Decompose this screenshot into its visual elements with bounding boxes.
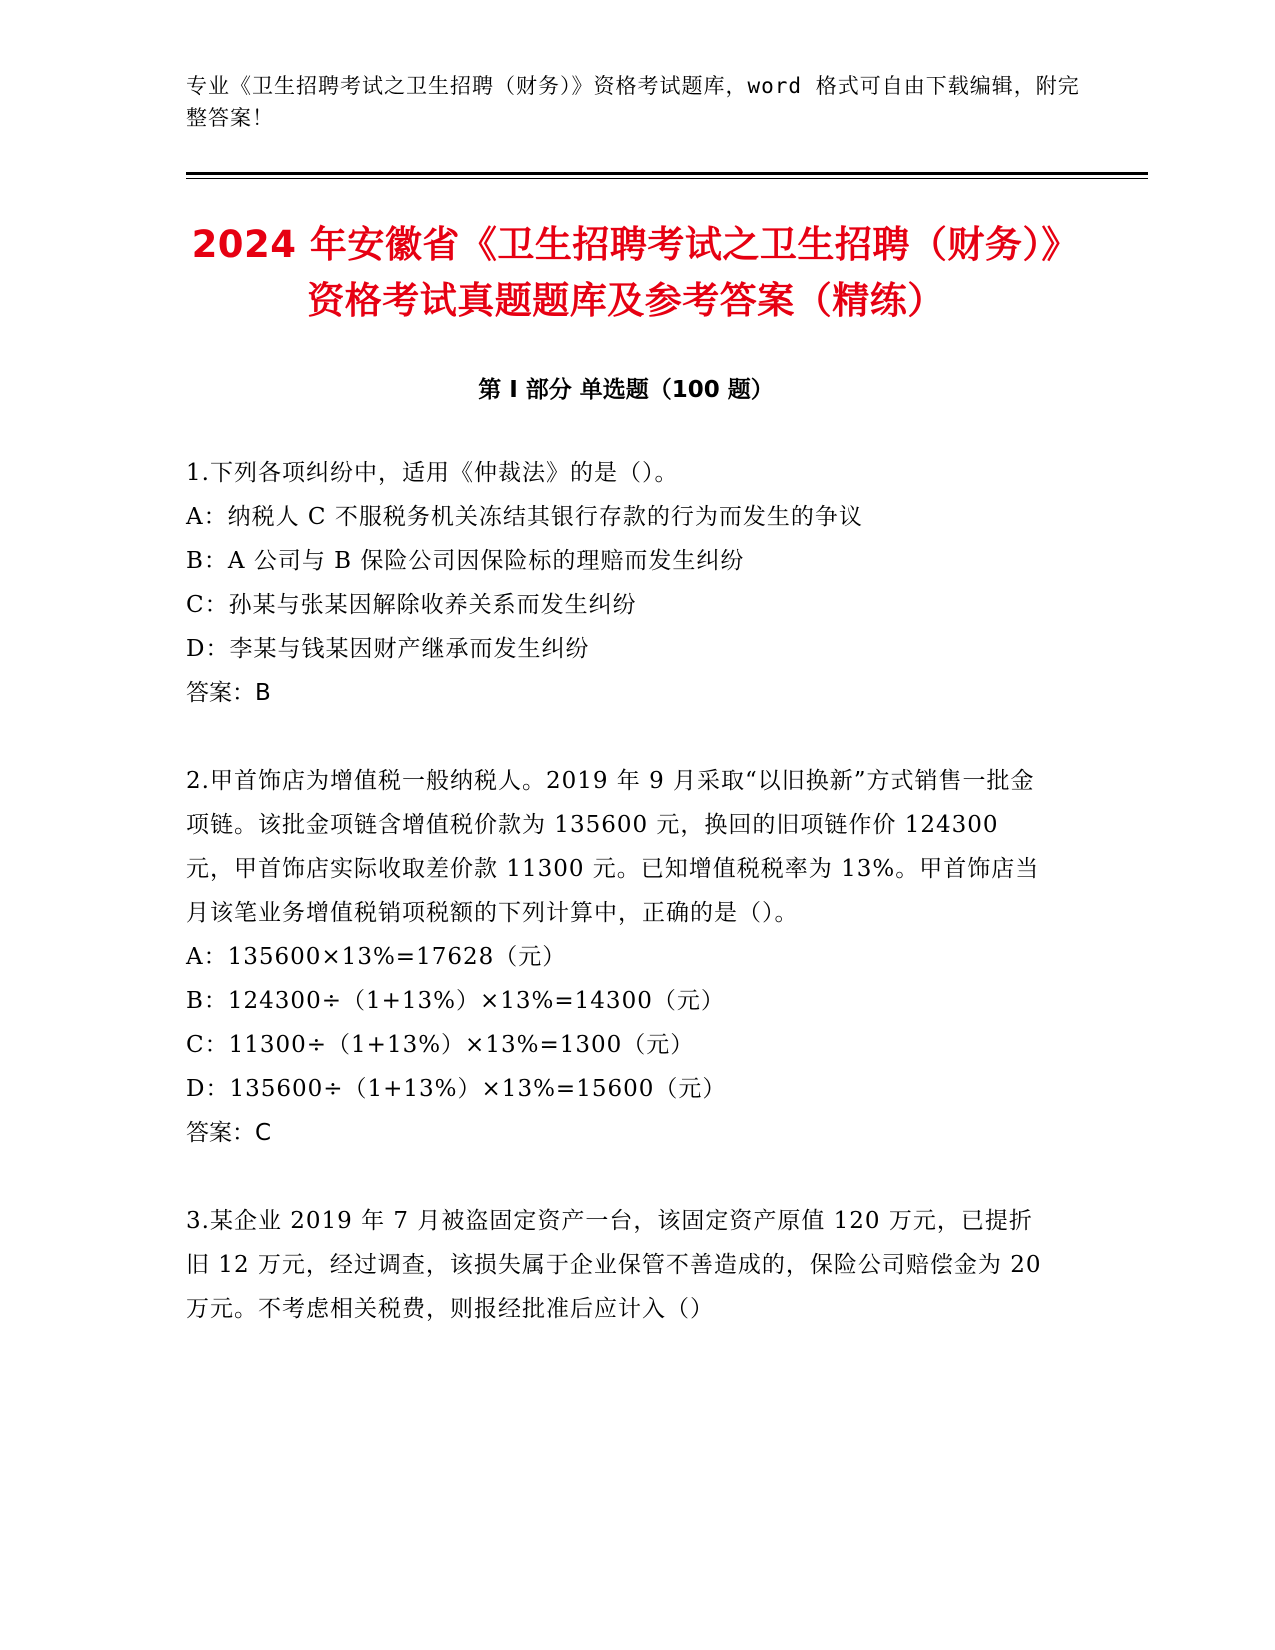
header-divider bbox=[186, 172, 1148, 179]
question-2 bbox=[186, 759, 1086, 1155]
document-title: 2024 年安徽省《卫生招聘考试之卫生招聘（财务）》资格考试真题题库及参考答案（精练） bbox=[191, 223, 1061, 322]
option-c: C：11300÷（1+13%）×13%=1300（元） bbox=[186, 1032, 695, 1058]
question-stem: 2.甲首饰店为增值税一般纳税人。2019 年 9 月采取“以旧换新”方式销售一批金项链。该批金项链含增值税价款为 135600 元，换回的旧项链作价 124300 元，甲首饰店实际收取差价款 11300 元。已知增值税税率为 13%。甲首饰店当月该笔业务增值税销项税额的下列计算中，正确的是（）。 bbox=[186, 768, 1040, 926]
answer-line: 答案：B bbox=[186, 680, 271, 706]
option-d: D：李某与钱某因财产继承而发生纠纷 bbox=[186, 636, 590, 662]
document-page bbox=[186, 70, 1086, 1331]
option-b: B：124300÷（1+13%）×13%=14300（元） bbox=[186, 988, 725, 1014]
question-stem: 3.某企业 2019 年 7 月被盗固定资产一台，该固定资产原值 120 万元，已提折旧 12 万元，经过调查，该损失属于企业保管不善造成的，保险公司赔偿金为 20 万元。不考虑相关税费，则报经批准后应计入（） bbox=[186, 1208, 1042, 1322]
option-d: D：135600÷（1+13%）×13%=15600（元） bbox=[186, 1076, 727, 1102]
section-title: 第 I 部分 单选题（100 题） bbox=[478, 377, 774, 403]
divider-thin-line bbox=[186, 178, 1148, 179]
question-stem: 1.下列各项纠纷中，适用《仲裁法》的是（）。 bbox=[186, 460, 679, 486]
option-b: B：A 公司与 B 保险公司因保险标的理赔而发生纠纷 bbox=[186, 548, 745, 574]
question-3 bbox=[186, 1199, 1086, 1331]
question-1 bbox=[186, 451, 1086, 715]
header-note: 专业《卫生招聘考试之卫生招聘（财务）》资格考试题库，word 格式可自由下载编辑，附完整答案！ bbox=[186, 74, 1080, 130]
option-a: A：135600×13%=17628（元） bbox=[186, 944, 567, 970]
divider-thick-line bbox=[186, 172, 1148, 175]
answer-line: 答案：C bbox=[186, 1120, 272, 1146]
option-a: A：纳税人 C 不服税务机关冻结其银行存款的行为而发生的争议 bbox=[186, 504, 863, 530]
option-c: C：孙某与张某因解除收养关系而发生纠纷 bbox=[186, 592, 637, 618]
